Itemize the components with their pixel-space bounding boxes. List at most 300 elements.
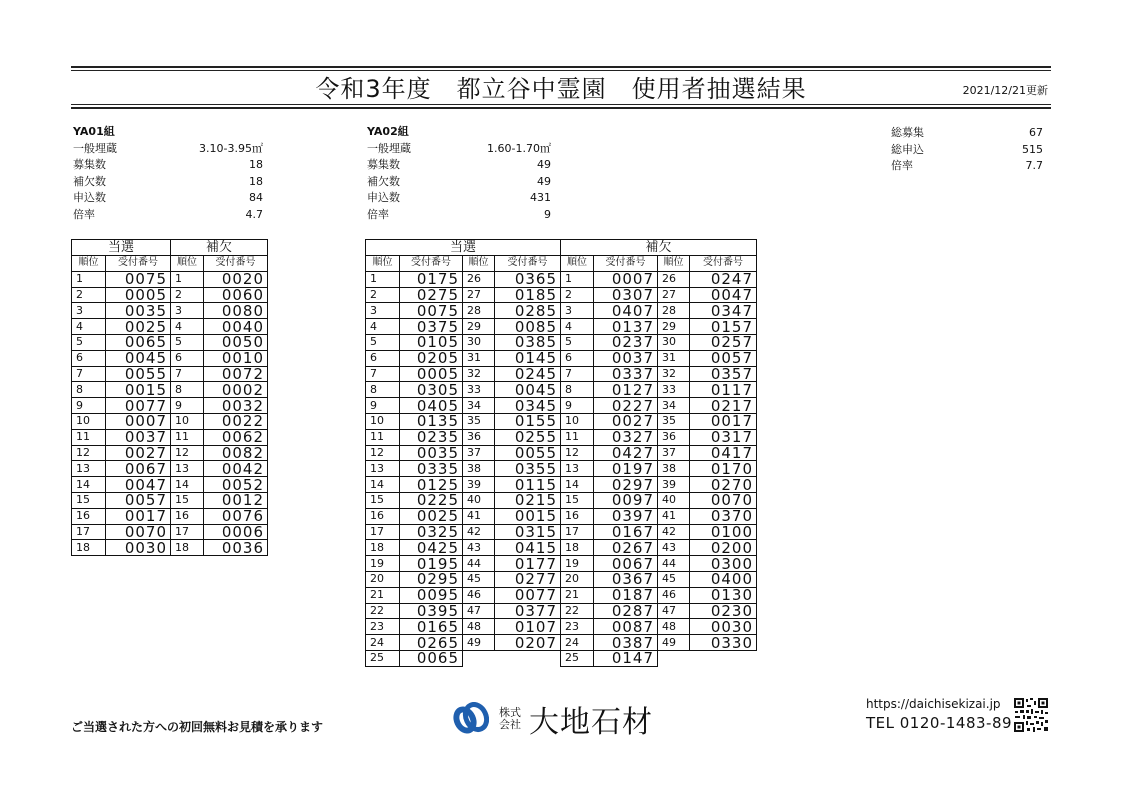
rank-cell: 4: [366, 319, 400, 335]
receipt-no-cell: 0300: [690, 556, 757, 572]
receipt-no-cell: 0397: [594, 508, 658, 524]
receipt-no-cell: 0235: [400, 429, 463, 445]
table-row: [72, 461, 268, 477]
rank-cell: 8: [561, 382, 594, 398]
receipt-no-cell: 0060: [204, 287, 268, 303]
receipt-no-cell: 0175: [400, 271, 463, 287]
stat-label: 募集数: [367, 158, 400, 171]
stat-value: 49: [537, 158, 551, 171]
receipt-no-cell: 0135: [400, 413, 463, 429]
table-row: [366, 477, 757, 493]
table-row: [366, 413, 757, 429]
rank-cell: 31: [658, 350, 690, 366]
table-row: [366, 461, 757, 477]
rank-cell: 19: [366, 556, 400, 572]
receipt-no-header: 受付番号: [204, 256, 268, 272]
rank-cell: 3: [72, 303, 106, 319]
receipt-no-cell: 0012: [204, 492, 268, 508]
rank-cell: 22: [561, 603, 594, 619]
receipt-no-cell: 0395: [400, 603, 463, 619]
rank-cell: 7: [72, 366, 106, 382]
rank-cell: 5: [561, 334, 594, 350]
table-row: [366, 603, 757, 619]
rank-cell: 37: [463, 445, 495, 461]
company-logo: [451, 697, 653, 741]
rank-cell: 12: [72, 445, 106, 461]
company-url[interactable]: https://daichisekizai.jp: [866, 697, 1001, 711]
results-table-ya01: [71, 239, 268, 556]
receipt-no-header: 受付番号: [594, 256, 658, 272]
rank-cell: 27: [658, 287, 690, 303]
receipt-no-cell: 0385: [495, 334, 561, 350]
receipt-no-cell: 0075: [400, 303, 463, 319]
receipt-no-cell: 0247: [690, 271, 757, 287]
table-row: [72, 366, 268, 382]
substitutes-header: 補欠: [171, 240, 268, 256]
rank-cell: 12: [366, 445, 400, 461]
rank-cell: 22: [366, 603, 400, 619]
rank-cell: 40: [463, 492, 495, 508]
table-row: [366, 619, 757, 635]
receipt-no-cell: 0055: [495, 445, 561, 461]
receipt-no-cell: 0007: [106, 413, 171, 429]
receipt-no-cell: 0347: [690, 303, 757, 319]
table-row: [72, 429, 268, 445]
rank-cell: 1: [366, 271, 400, 287]
group-info-ya02: [367, 124, 551, 223]
rank-cell: 40: [658, 492, 690, 508]
rank-cell: 20: [561, 571, 594, 587]
receipt-no-cell: 0055: [106, 366, 171, 382]
empty-cell: [658, 650, 690, 666]
rank-cell: 35: [658, 413, 690, 429]
table-row: [72, 350, 268, 366]
receipt-no-cell: 0005: [106, 287, 171, 303]
rank-cell: 46: [463, 587, 495, 603]
receipt-no-cell: 0277: [495, 571, 561, 587]
receipt-no-cell: 0032: [204, 398, 268, 414]
receipt-no-cell: 0207: [495, 635, 561, 651]
rank-cell: 35: [463, 413, 495, 429]
rank-cell: 44: [658, 556, 690, 572]
rank-cell: 49: [463, 635, 495, 651]
table-row: [366, 650, 757, 666]
footer-note: ご当選された方への初回無料お見積を承ります: [71, 720, 324, 734]
receipt-no-cell: 0100: [690, 524, 757, 540]
rank-cell: 29: [658, 319, 690, 335]
rank-cell: 26: [658, 271, 690, 287]
receipt-no-cell: 0335: [400, 461, 463, 477]
table-row: [366, 571, 757, 587]
rank-cell: 14: [366, 477, 400, 493]
receipt-no-cell: 0015: [106, 382, 171, 398]
rank-cell: 31: [463, 350, 495, 366]
receipt-no-cell: 0036: [204, 540, 268, 556]
rank-cell: 13: [366, 461, 400, 477]
rank-cell: 12: [561, 445, 594, 461]
receipt-no-header: 受付番号: [690, 256, 757, 272]
receipt-no-cell: 0307: [594, 287, 658, 303]
stat-label: 補欠数: [367, 174, 400, 188]
rank-cell: 16: [561, 508, 594, 524]
rank-cell: 19: [561, 556, 594, 572]
rank-cell: 1: [72, 271, 106, 287]
stat-value: 49: [537, 174, 551, 188]
rank-cell: 34: [658, 398, 690, 414]
receipt-no-cell: 0075: [106, 271, 171, 287]
table-row: [366, 350, 757, 366]
total-label: 総募集: [891, 126, 924, 139]
receipt-no-cell: 0082: [204, 445, 268, 461]
rank-cell: 7: [171, 366, 204, 382]
rank-cell: 47: [463, 603, 495, 619]
receipt-no-cell: 0227: [594, 398, 658, 414]
receipt-no-cell: 0010: [204, 350, 268, 366]
rank-cell: 11: [171, 429, 204, 445]
receipt-no-cell: 0357: [690, 366, 757, 382]
rank-cell: 36: [658, 429, 690, 445]
receipt-no-cell: 0025: [106, 319, 171, 335]
rank-cell: 23: [561, 619, 594, 635]
stat-value: 84: [249, 191, 263, 204]
receipt-no-cell: 0370: [690, 508, 757, 524]
page-title: 令和3年度 都立谷中霊園 使用者抽選結果: [315, 75, 807, 103]
receipt-no-cell: 0425: [400, 540, 463, 556]
receipt-no-cell: 0125: [400, 477, 463, 493]
receipt-no-cell: 0145: [495, 350, 561, 366]
rank-cell: 46: [658, 587, 690, 603]
rank-cell: 21: [561, 587, 594, 603]
rank-cell: 1: [171, 271, 204, 287]
receipt-no-cell: 0045: [106, 350, 171, 366]
empty-cell: [495, 650, 561, 666]
receipt-no-cell: 0037: [594, 350, 658, 366]
receipt-no-cell: 0225: [400, 492, 463, 508]
rank-cell: 41: [658, 508, 690, 524]
rank-cell: 7: [561, 366, 594, 382]
rank-cell: 20: [366, 571, 400, 587]
table-body: [366, 271, 757, 666]
receipt-no-cell: 0057: [106, 492, 171, 508]
rank-cell: 37: [658, 445, 690, 461]
rank-cell: 3: [171, 303, 204, 319]
receipt-no-cell: 0137: [594, 319, 658, 335]
receipt-no-cell: 0285: [495, 303, 561, 319]
receipt-no-cell: 0070: [690, 492, 757, 508]
rank-cell: 6: [561, 350, 594, 366]
group-name: YA01組: [73, 125, 115, 138]
stat-value: 4.7: [245, 207, 263, 221]
rank-cell: 10: [366, 413, 400, 429]
rank-cell: 36: [463, 429, 495, 445]
receipt-no-cell: 0006: [204, 524, 268, 540]
table-row: [72, 287, 268, 303]
receipt-no-header: 受付番号: [106, 256, 171, 272]
rank-cell: 9: [171, 398, 204, 414]
rank-cell: 5: [72, 334, 106, 350]
receipt-no-cell: 0195: [400, 556, 463, 572]
rank-cell: 28: [463, 303, 495, 319]
table-row: [366, 271, 757, 287]
rank-cell: 32: [463, 366, 495, 382]
rank-cell: 5: [366, 334, 400, 350]
rank-cell: 6: [72, 350, 106, 366]
stat-label: 倍率: [73, 207, 95, 221]
receipt-no-cell: 0020: [204, 271, 268, 287]
stat-value: 3.10-3.95㎡: [199, 141, 263, 155]
receipt-no-cell: 0007: [594, 271, 658, 287]
stat-value: 18: [249, 174, 263, 188]
rank-cell: 42: [658, 524, 690, 540]
rank-cell: 16: [72, 508, 106, 524]
receipt-no-cell: 0387: [594, 635, 658, 651]
rank-cell: 21: [366, 587, 400, 603]
table-row: [366, 587, 757, 603]
rank-cell: 25: [561, 650, 594, 666]
rank-cell: 12: [171, 445, 204, 461]
receipt-no-cell: 0155: [495, 413, 561, 429]
rank-cell: 38: [463, 461, 495, 477]
rank-cell: 39: [463, 477, 495, 493]
receipt-no-cell: 0305: [400, 382, 463, 398]
rank-cell: 33: [463, 382, 495, 398]
receipt-no-cell: 0070: [106, 524, 171, 540]
receipt-no-cell: 0067: [594, 556, 658, 572]
rank-cell: 29: [463, 319, 495, 335]
total-label: 総申込: [891, 142, 924, 156]
rank-cell: 34: [463, 398, 495, 414]
receipt-no-cell: 0127: [594, 382, 658, 398]
receipt-no-cell: 0167: [594, 524, 658, 540]
daichi-logo-icon: [451, 702, 489, 736]
stat-label: 申込数: [73, 191, 106, 204]
receipt-no-cell: 0025: [400, 508, 463, 524]
table-row: [366, 398, 757, 414]
rank-cell: 25: [366, 650, 400, 666]
empty-cell: [463, 650, 495, 666]
rank-cell: 41: [463, 508, 495, 524]
receipt-no-cell: 0297: [594, 477, 658, 493]
table-row: [366, 540, 757, 556]
receipt-no-cell: 0177: [495, 556, 561, 572]
receipt-no-cell: 0330: [690, 635, 757, 651]
rank-cell: 42: [463, 524, 495, 540]
receipt-no-cell: 0037: [106, 429, 171, 445]
rank-cell: 44: [463, 556, 495, 572]
receipt-no-cell: 0027: [106, 445, 171, 461]
company-tel: TEL 0120-1483-89: [866, 714, 1013, 732]
rank-cell: 45: [658, 571, 690, 587]
table-row: [366, 429, 757, 445]
receipt-no-cell: 0287: [594, 603, 658, 619]
receipt-no-cell: 0065: [400, 650, 463, 666]
rank-cell: 15: [72, 492, 106, 508]
rank-cell: 26: [463, 271, 495, 287]
receipt-no-cell: 0042: [204, 461, 268, 477]
rank-cell: 2: [366, 287, 400, 303]
receipt-no-cell: 0157: [690, 319, 757, 335]
receipt-no-cell: 0085: [495, 319, 561, 335]
rank-cell: 6: [171, 350, 204, 366]
rank-cell: 10: [72, 413, 106, 429]
receipt-no-cell: 0017: [106, 508, 171, 524]
rank-cell: 27: [463, 287, 495, 303]
stat-label: 申込数: [367, 191, 400, 204]
rank-cell: 2: [561, 287, 594, 303]
rank-cell: 10: [171, 413, 204, 429]
receipt-no-cell: 0405: [400, 398, 463, 414]
receipt-no-cell: 0080: [204, 303, 268, 319]
receipt-no-cell: 0205: [400, 350, 463, 366]
rank-cell: 48: [658, 619, 690, 635]
receipt-no-cell: 0030: [106, 540, 171, 556]
stat-value: 9: [544, 207, 551, 221]
receipt-no-cell: 0067: [106, 461, 171, 477]
table-row: [72, 319, 268, 335]
stat-value: 431: [530, 191, 551, 204]
receipt-no-cell: 0095: [400, 587, 463, 603]
rank-cell: 17: [366, 524, 400, 540]
rank-cell: 10: [561, 413, 594, 429]
receipt-no-cell: 0035: [400, 445, 463, 461]
table-row: [366, 445, 757, 461]
receipt-no-cell: 0407: [594, 303, 658, 319]
rank-cell: 17: [171, 524, 204, 540]
receipt-no-cell: 0187: [594, 587, 658, 603]
receipt-no-cell: 0097: [594, 492, 658, 508]
group-name: YA02組: [367, 125, 409, 138]
receipt-no-cell: 0345: [495, 398, 561, 414]
receipt-no-cell: 0130: [690, 587, 757, 603]
rank-header: 順位: [658, 256, 690, 272]
receipt-no-cell: 0047: [690, 287, 757, 303]
rank-header: 順位: [561, 256, 594, 272]
receipt-no-cell: 0040: [204, 319, 268, 335]
rank-cell: 11: [561, 429, 594, 445]
rank-cell: 8: [171, 382, 204, 398]
rank-cell: 38: [658, 461, 690, 477]
receipt-no-cell: 0005: [400, 366, 463, 382]
rank-cell: 49: [658, 635, 690, 651]
receipt-no-cell: 0002: [204, 382, 268, 398]
receipt-no-cell: 0237: [594, 334, 658, 350]
receipt-no-cell: 0057: [690, 350, 757, 366]
receipt-no-cell: 0427: [594, 445, 658, 461]
stat-label: 補欠数: [73, 174, 106, 188]
receipt-no-header: 受付番号: [495, 256, 561, 272]
rank-cell: 23: [366, 619, 400, 635]
receipt-no-cell: 0030: [690, 619, 757, 635]
updated-date: 2021/12/21更新: [962, 84, 1048, 97]
rank-cell: 24: [366, 635, 400, 651]
rank-header: 順位: [463, 256, 495, 272]
receipt-no-cell: 0047: [106, 477, 171, 493]
rank-cell: 1: [561, 271, 594, 287]
qr-code-icon: [1013, 697, 1049, 733]
receipt-no-cell: 0077: [106, 398, 171, 414]
rank-header: 順位: [171, 256, 204, 272]
receipt-no-cell: 0317: [690, 429, 757, 445]
rank-cell: 14: [72, 477, 106, 493]
stat-value: 1.60-1.70㎡: [487, 141, 551, 155]
receipt-no-cell: 0267: [594, 540, 658, 556]
receipt-no-cell: 0117: [690, 382, 757, 398]
receipt-no-cell: 0275: [400, 287, 463, 303]
table-row: [72, 334, 268, 350]
table-row: [366, 287, 757, 303]
rank-cell: 15: [561, 492, 594, 508]
rank-cell: 14: [171, 477, 204, 493]
stat-label: 一般埋蔵: [367, 141, 411, 155]
rank-cell: 14: [561, 477, 594, 493]
rank-cell: 17: [561, 524, 594, 540]
rank-cell: 47: [658, 603, 690, 619]
total-label: 倍率: [891, 159, 913, 172]
receipt-no-cell: 0050: [204, 334, 268, 350]
rank-cell: 7: [366, 366, 400, 382]
results-table-ya02: [365, 239, 757, 667]
table-row: [366, 319, 757, 335]
rank-header: 順位: [366, 256, 400, 272]
rank-cell: 15: [366, 492, 400, 508]
table-row: [72, 271, 268, 287]
receipt-no-cell: 0022: [204, 413, 268, 429]
total-value: 7.7: [1025, 159, 1043, 172]
receipt-no-cell: 0147: [594, 650, 658, 666]
rank-cell: 30: [658, 334, 690, 350]
table-row: [72, 445, 268, 461]
stat-label: 一般埋蔵: [73, 141, 117, 155]
winners-header: 当選: [366, 240, 561, 256]
rank-cell: 13: [171, 461, 204, 477]
table-row: [366, 334, 757, 350]
receipt-no-cell: 0315: [495, 524, 561, 540]
receipt-no-cell: 0337: [594, 366, 658, 382]
rank-cell: 3: [366, 303, 400, 319]
rank-cell: 2: [72, 287, 106, 303]
table-row: [366, 524, 757, 540]
rank-cell: 16: [366, 508, 400, 524]
rank-cell: 4: [72, 319, 106, 335]
receipt-no-cell: 0087: [594, 619, 658, 635]
table-row: [366, 366, 757, 382]
receipt-no-header: 受付番号: [400, 256, 463, 272]
total-value: 67: [1029, 126, 1043, 139]
rank-cell: 9: [366, 398, 400, 414]
receipt-no-cell: 0072: [204, 366, 268, 382]
rank-cell: 8: [72, 382, 106, 398]
rank-cell: 2: [171, 287, 204, 303]
receipt-no-cell: 0215: [495, 492, 561, 508]
receipt-no-cell: 0255: [495, 429, 561, 445]
rank-cell: 32: [658, 366, 690, 382]
table-row: [366, 556, 757, 572]
table-row: [366, 303, 757, 319]
table-row: [366, 635, 757, 651]
receipt-no-cell: 0295: [400, 571, 463, 587]
header-rule-bottom: [71, 107, 1051, 109]
receipt-no-cell: 0105: [400, 334, 463, 350]
rank-cell: 18: [561, 540, 594, 556]
receipt-no-cell: 0200: [690, 540, 757, 556]
receipt-no-cell: 0355: [495, 461, 561, 477]
table-row: [72, 303, 268, 319]
rank-cell: 28: [658, 303, 690, 319]
receipt-no-cell: 0230: [690, 603, 757, 619]
table-row: [366, 382, 757, 398]
receipt-no-cell: 0027: [594, 413, 658, 429]
receipt-no-cell: 0217: [690, 398, 757, 414]
